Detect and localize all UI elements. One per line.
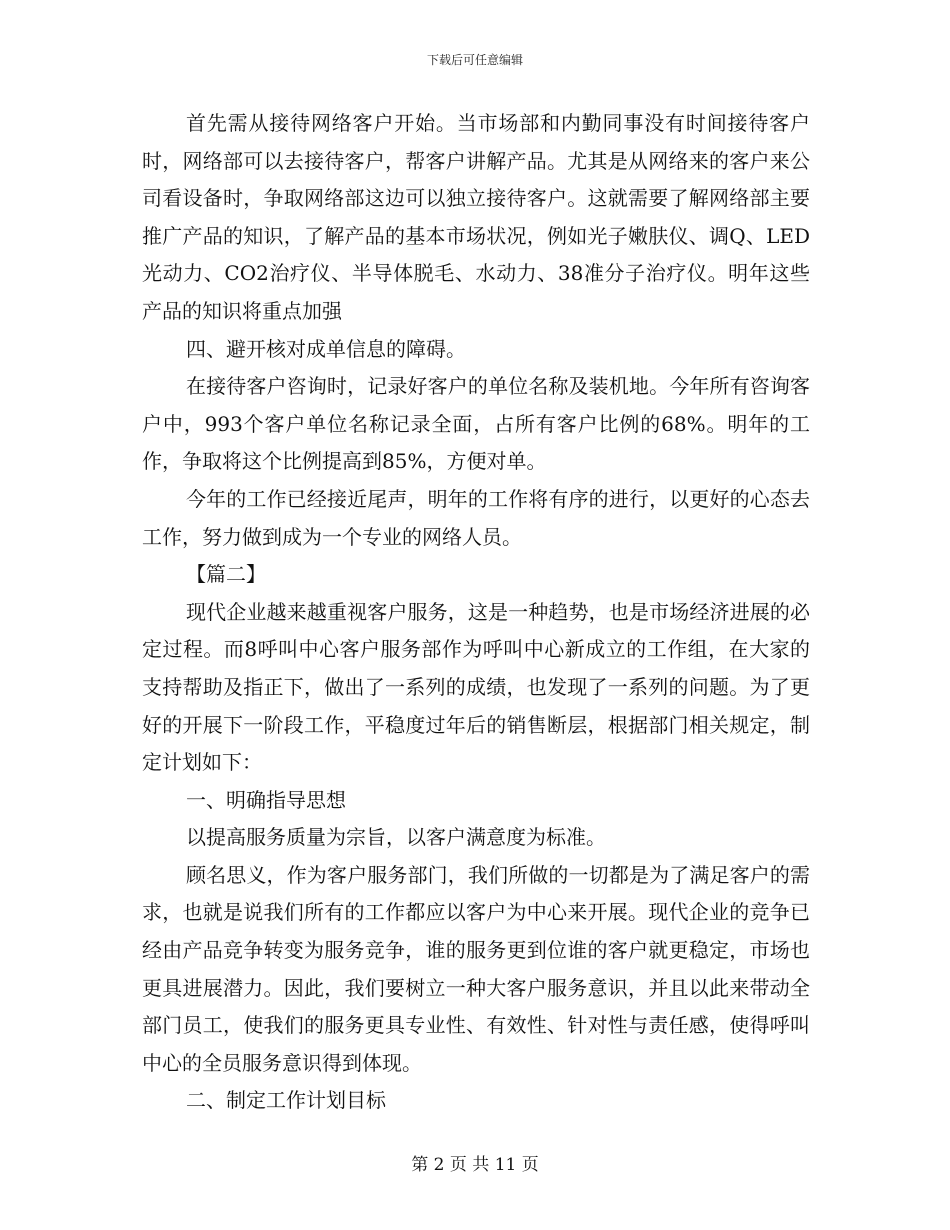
- page-header: 下载后可任意编辑: [426, 53, 523, 67]
- heading-part-two: 【篇二】: [186, 562, 266, 587]
- paragraph-network-clients: 首先需从接待网络客户开始。当市场部和内勤同事没有时间接待客户时，网络部可以去接待客户，帮客户讲解产品。尤其是从网络来的客户来公司看设备时，争取网络部这边可以独立接待客户。这就需要了解网络部主要推广产品的知识，了解产品的基本市场状况，例如光子嫩肤仪、调Q、LED光动力、CO2治疗仪、半导体脱毛、水动力、38准分子治疗仪。明年这些产品的知识将重点加强: [142, 111, 810, 323]
- heading-section-two: 二、制定工作计划目标: [186, 1088, 386, 1113]
- page-footer: [0, 1154, 950, 1176]
- paragraph-year-end: 今年的工作已经接近尾声，明年的工作将有序的进行，以更好的心态去工作，努力做到成为一个专业的网络人员。: [142, 486, 810, 549]
- heading-section-one: 一、明确指导思想: [186, 787, 346, 812]
- paragraph-service-quality: 以提高服务质量为宗旨，以客户满意度为标准。: [186, 825, 606, 850]
- heading-section-four: 四、避开核对成单信息的障碍。: [186, 336, 466, 361]
- page-number-label: 第 2 页 共 11 页: [411, 1155, 539, 1175]
- document-body: [142, 105, 810, 1120]
- paragraph-service-awareness: 顾名思义，作为客户服务部门，我们所做的一切都是为了满足客户的需求，也就是说我们所有的工作都应以客户为中心来开展。现代企业的竞争已经由产品竞争转变为服务竞争，谁的服务更到位谁的客户就更稳定，市场也更具进展潜力。因此，我们要树立一种大客户服务意识，并且以此来带动全部门员工，使我们的服务更具专业性、有效性、针对性与责任感，使得呼叫中心的全员服务意识得到体现。: [142, 862, 810, 1075]
- paragraph-customer-service-intro: 现代企业越来越重视客户服务，这是一种趋势，也是市场经济进展的必定过程。而8呼叫中心客户服务部作为呼叫中心新成立的工作组，在大家的支持帮助及指正下，做出了一系列的成绩，也发现了一系列的问题。为了更好的开展下一阶段工作，平稳度过年后的销售断层，根据部门相关规定，制定计划如下：: [142, 599, 810, 775]
- paragraph-client-records: 在接待客户咨询时，记录好客户的单位名称及装机地。今年所有咨询客户中，993个客户单位名称记录全面，占所有客户比例的68%。明年的工作，争取将这个比例提高到85%，方便对单。: [142, 374, 810, 474]
